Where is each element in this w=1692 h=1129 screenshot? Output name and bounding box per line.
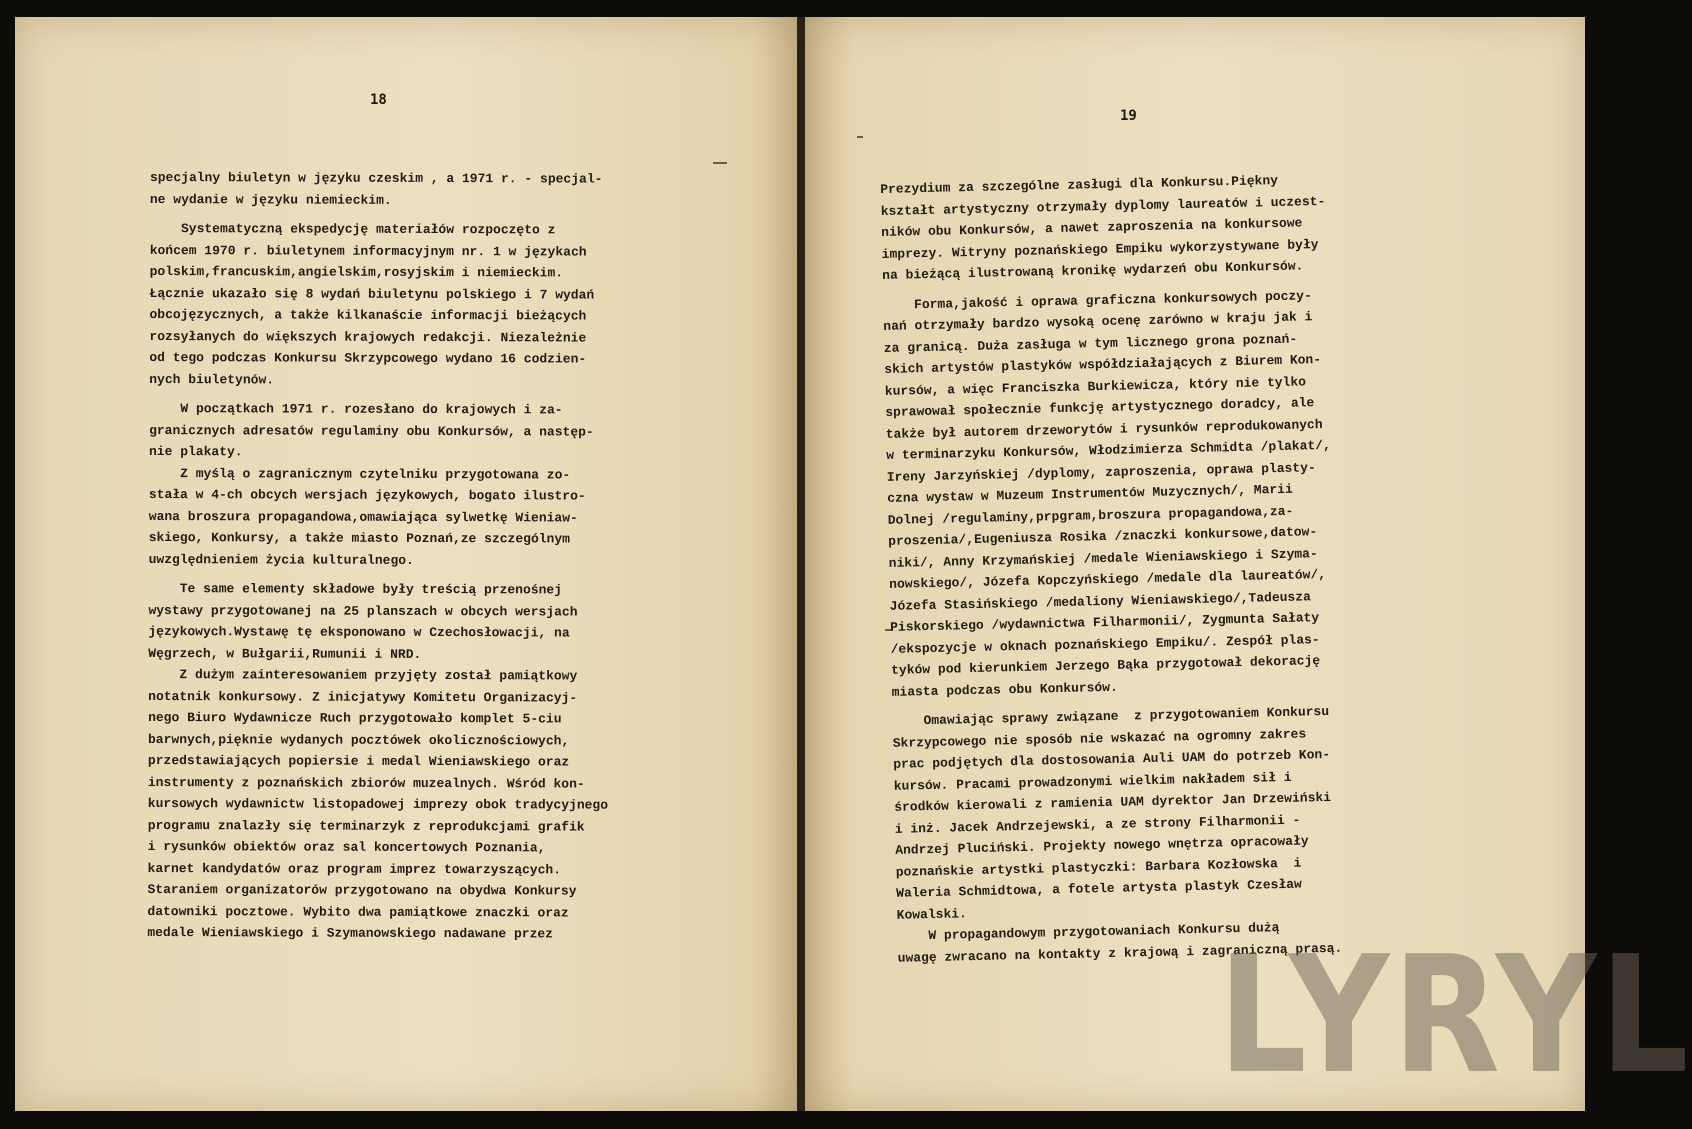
text-line: także był autorem drzeworytów i rysunków reprodukowanych <box>885 416 1323 442</box>
text-line: W propagandowym przygotowaniach Konkursu dużą <box>897 920 1280 944</box>
text-line: rozsyłanych do większych krajowych redakcji. Niezależnie <box>149 328 587 346</box>
text-line: niki/, Anny Krzymańskiej /medale Wieniawskiego i Szyma- <box>888 545 1318 571</box>
text-line: w terminarzyku Konkursów, Włodzimierza Schmidta /plakat/, <box>886 437 1332 463</box>
text-line: tyków pod kierunkiem Jerzego Bąka przygotował dekorację <box>890 653 1321 678</box>
text-line: kursowych wydawnictw listopadowej imprezy obok tradycyjnego <box>147 795 609 813</box>
text-line: Ireny Jarzyńskiej /dyplomy, zaproszenia, oprawa plasty- <box>886 459 1316 485</box>
text-line: instrumenty z poznańskich zbiorów muzealnych. Wśród kon- <box>147 774 585 792</box>
text-line: kształt artystyczny otrzymały dyplomy laureatów i uczest- <box>880 193 1326 219</box>
text-line: notatnik konkursowy. Z inicjatywy Komitetu Organizacyj- <box>148 688 578 705</box>
left-page-number: 18 <box>370 92 387 108</box>
margin-mark <box>713 162 727 164</box>
text-line: barwnych,pięknie wydanych pocztówek okolicznościowych, <box>147 731 570 748</box>
text-line: ników obu Konkursów, a nawet zaproszenia na konkursowe <box>881 215 1303 240</box>
text-line: datowniki pocztowe. Wybito dwa pamiątkowe znaczki oraz <box>147 903 569 920</box>
text-line: Z myślą o zagranicznym czytelniku przygotowana zo- <box>148 465 571 482</box>
text-line: Prezydium za szczególne zasługi dla Konkursu.Piękny <box>880 172 1279 197</box>
text-line: przedstawiających popiersie i medal Wieniawskiego oraz <box>147 752 570 770</box>
text-line: prac podjętych dla dostosowania Auli UAM do potrzeb Kon- <box>893 746 1331 772</box>
text-line: obcojęzycznych, a także kilkanaście informacji bieżących <box>149 306 587 324</box>
right-page-text <box>880 169 1342 969</box>
text-line: proszenia/,Eugeniusza Rosika /znaczki konkursowe,datow- <box>888 524 1318 549</box>
text-line: Andrzej Pluciński. Projekty nowego wnętrza opracowały <box>895 833 1309 858</box>
text-line: końcem 1970 r. biuletynem informacyjnym nr. 1 w językach <box>149 242 587 260</box>
text-line: Dolnej /regulaminy,prpgram,broszura propagandowa,za- <box>887 503 1294 528</box>
text-line: stała w 4-ch obcych wersjach językowych, bogato ilustro- <box>148 486 586 504</box>
text-line: poznańskie artystki plastyczki: Barbara Kozłowska i <box>895 855 1302 880</box>
margin-mark <box>857 136 863 138</box>
text-line: na bieżącą ilustrowaną kronikę wydarzeń obu Konkursów. <box>882 258 1304 283</box>
text-line: wana broszura propagandowa,omawiająca sylwetkę Wieniaw- <box>148 508 578 525</box>
text-line: W początkach 1971 r. rozesłano do krajowych i za- <box>149 400 563 418</box>
text-line: środków kierowali z ramienia UAM dyrektor Jan Drzewiński <box>894 789 1332 815</box>
text-line: /ekspozycje w oknach poznańskiego Empiku/. Zespół plas- <box>890 631 1320 657</box>
left-page-text <box>147 167 610 945</box>
text-line: i rysunków obiektów oraz sal koncertowych Poznania, <box>147 838 546 856</box>
text-line: ne wydanie w języku niemieckim. <box>149 191 392 208</box>
text-line: sprawował społecznie funkcję artystycznego doradcy, ale <box>885 395 1315 420</box>
text-line: Waleria Schmidtowa, a fotele artysta plastyk Czesław <box>896 876 1302 901</box>
text-line: polskim,francuskim,angielskim,rosyjskim i niemieckim. <box>149 263 564 281</box>
text-line: Łącznie ukazało się 8 wydań biuletynu polskiego i 7 wydań <box>149 285 595 303</box>
text-line: za granicą. Duża zasługa w tym licznego grona poznań- <box>883 331 1298 356</box>
text-line: Piskorskiego /wydawnictwa Filharmonii/, Zygmunta Sałaty <box>890 610 1320 635</box>
text-line: skich artystów plastyków współdziałających z Biurem Kon- <box>884 352 1322 377</box>
text-line: czna wystaw w Muzeum Instrumentów Muzycznych/, Marii <box>887 481 1293 506</box>
text-line: nań otrzymały bardzo wysoką ocenę zarówno w kraju jak i <box>883 309 1313 334</box>
text-line: Te same elementy składowe były treścią przenośnej <box>148 580 563 598</box>
text-line: miasta podczas obu Konkursów. <box>891 679 1119 700</box>
text-line: językowych.Wystawę tę eksponowano w Czechosłowacji, na <box>148 623 570 641</box>
text-line: Skrzypcowego nie sposób nie wskazać na ogromny zakres <box>892 725 1307 751</box>
book-spine <box>797 17 805 1111</box>
text-line: kursów. Pracami prowadzonymi wielkim nakładem sił i <box>893 769 1292 794</box>
text-line: uwzględnieniem życia kulturalnego. <box>148 551 414 568</box>
text-line: nie plakaty. <box>148 443 243 460</box>
text-line: skiego, Konkursy, a także miasto Poznań,ze szczególnym <box>148 529 571 547</box>
watermark-logo: LYRYL <box>1218 921 1692 1110</box>
text-line: Omawiając sprawy związane z przygotowaniem Konkursu <box>892 703 1330 729</box>
text-line: uwagę zwracano na kontakty z krajową i zagraniczną prasą. <box>897 940 1343 966</box>
text-line: Kowalski. <box>896 905 968 923</box>
text-line: kursów, a więc Franciszka Burkiewicza, który nie tylko <box>884 373 1307 399</box>
text-line: programu znalazły się terminarzyk z reprodukcjami grafik <box>147 817 585 835</box>
text-line: karnet kandydatów oraz program imprez towarzyszących. <box>147 860 562 877</box>
left-page <box>15 17 797 1111</box>
text-line: Systematyczną ekspedycję materiałów rozpoczęto z <box>149 220 556 238</box>
text-line: nowskiego/, Józefa Kopczyńskiego /medale dla laureatów/, <box>889 566 1327 592</box>
text-line: Węgrzech, w Bułgarii,Rumunii i NRD. <box>148 645 422 662</box>
text-line: Forma,jakość i oprawa graficzna konkursowych poczy- <box>882 287 1312 313</box>
text-line: Staraniem organizatorów przygotowano na obydwa Konkursy <box>147 881 577 899</box>
text-line: Józefa Stasińskiego /medaliony Wieniawskiego/,Tadeusza <box>889 588 1312 614</box>
text-line: medale Wieniawskiego i Szymanowskiego nadawane przez <box>147 924 554 942</box>
text-line: Z dużym zainteresowaniem przyjęty został pamiątkowy <box>148 666 578 684</box>
text-line: nego Biuro Wydawnicze Ruch przygotowało komplet 5-ciu <box>148 709 562 727</box>
text-line: nych biuletynów. <box>149 371 275 387</box>
text-line: i inż. Jacek Andrzejewski, a ze strony Filharmonii - <box>894 812 1301 837</box>
text-line: specjalny biuletyn w języku czeskim , a 1971 r. - specjal- <box>149 169 603 187</box>
text-line: granicznych adresatów regulaminy obu Konkursów, a następ- <box>149 422 594 440</box>
text-line: od tego podczas Konkursu Skrzypcowego wydano 16 codzien- <box>149 349 587 367</box>
right-page-number: 19 <box>1120 108 1137 124</box>
text-line: wystawy przygotowanej na 25 planszach w obcych wersjach <box>148 602 578 619</box>
text-line: imprezy. Witryny poznańskiego Empiku wykorzystywane były <box>881 236 1319 262</box>
